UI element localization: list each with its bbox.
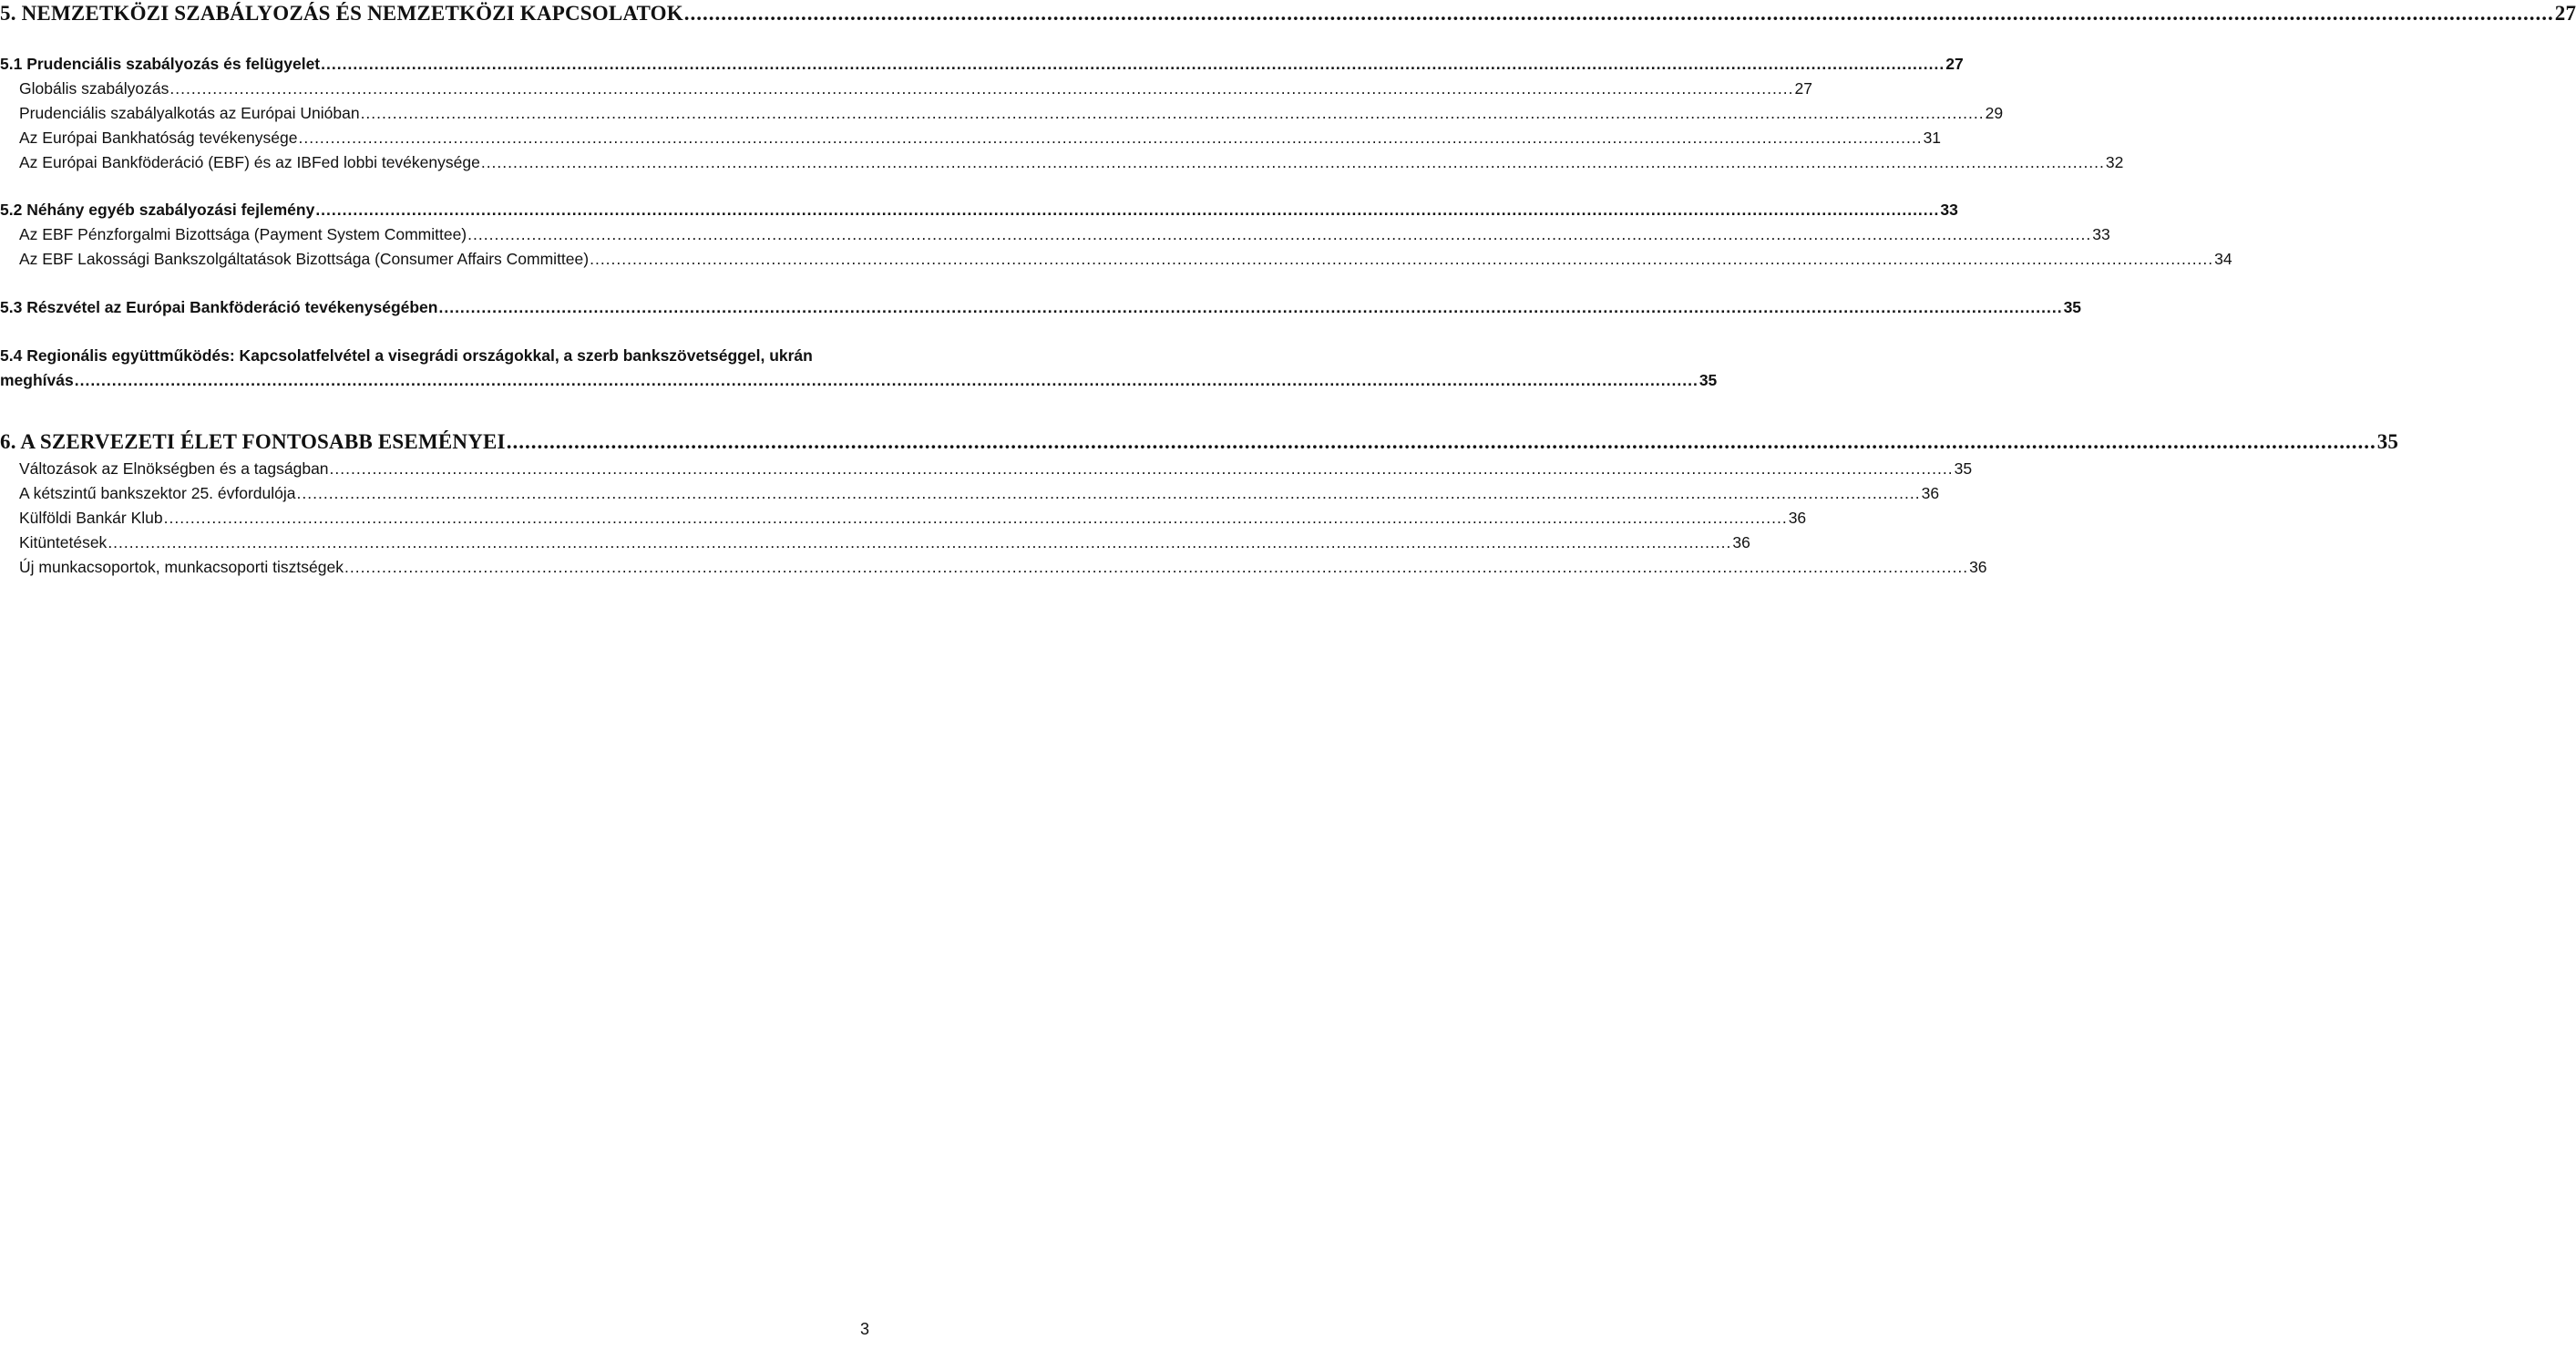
toc-leader-dots [163, 509, 1789, 528]
toc-entry-title: Változások az Elnökségben és a tagságban [19, 459, 329, 478]
toc-entry-title: Az EBF Pénzforgalmi Bizottsága (Payment System Committee) [19, 225, 467, 243]
toc-item[interactable] [0, 509, 1807, 528]
toc-section-5-4-line1[interactable] [0, 346, 873, 366]
toc-entry-title: 5. NEMZETKÖZI SZABÁLYOZÁS ÉS NEMZETKÖZI KAPCSOLATOK [0, 2, 683, 25]
toc-entry-page: 34 [2214, 250, 2232, 268]
toc-entry-page: 35 [1699, 371, 1718, 389]
toc-section-5-2[interactable] [0, 201, 1958, 220]
toc-entry-title: Külföldi Bankár Klub [19, 509, 163, 527]
toc-entry-title: Az Európai Bankföderáció (EBF) és az IBFed lobbi tevékenysége [19, 153, 480, 171]
toc-leader-dots [169, 79, 1794, 98]
toc-entry-page: 33 [1940, 201, 1958, 219]
toc-entry-page: 36 [1788, 509, 1807, 527]
toc-entry-title: Globális szabályozás [19, 79, 169, 98]
toc-leader-dots [344, 558, 1969, 577]
toc-leader-dots [480, 153, 2106, 172]
toc-leader-dots [506, 430, 2377, 454]
toc-leader-dots [589, 250, 2214, 269]
toc-item[interactable] [0, 79, 1812, 98]
toc-entry-title: Új munkacsoportok, munkacsoporti tisztségek [19, 558, 344, 576]
toc-item[interactable] [0, 153, 2124, 172]
toc-entry-title: Az EBF Lakossági Bankszolgáltatások Bizottsága (Consumer Affairs Committee) [19, 250, 590, 268]
toc-entry-page: 35 [2063, 298, 2082, 316]
toc-leader-dots [437, 298, 2063, 317]
toc-chapter-6[interactable] [0, 430, 2399, 454]
toc-entry-title: A kétszintű bankszektor 25. évfordulója [19, 484, 296, 502]
toc-entry-title: Prudenciális szabályalkotás az Európai Unióban [19, 104, 360, 122]
toc-entry-title: 5.2 Néhány egyéb szabályozási fejlemény [0, 201, 315, 219]
toc-leader-dots [314, 201, 1940, 220]
toc-section-5-1[interactable] [0, 55, 1964, 74]
toc-entry-page: 32 [2105, 153, 2124, 171]
toc-entry-title: Kitüntetések [19, 533, 108, 551]
toc-item[interactable] [0, 129, 1942, 148]
toc-item[interactable] [0, 459, 1973, 479]
toc-leader-dots [467, 225, 2092, 244]
toc-leader-dots [296, 484, 1922, 503]
toc-leader-dots [683, 2, 2555, 26]
toc-leader-dots [74, 371, 1699, 390]
toc-leader-dots [360, 104, 1986, 123]
toc-entry-page: 36 [1969, 558, 1987, 576]
toc-entry-page: 27 [2554, 2, 2576, 25]
toc-entry-page: 36 [1921, 484, 1940, 502]
toc-entry-page: 27 [1945, 55, 1964, 73]
toc-leader-dots [320, 55, 1945, 74]
toc-item[interactable] [0, 225, 2110, 244]
toc-entry-page: 35 [2376, 430, 2399, 453]
toc-item[interactable] [0, 104, 2004, 123]
toc-entry-title: Az Európai Bankhatóság tevékenysége [19, 129, 298, 147]
toc-entry-page: 27 [1794, 79, 1812, 98]
toc-item[interactable] [0, 484, 1940, 503]
page-number: 3 [859, 1320, 869, 1338]
toc-leader-dots [107, 533, 1732, 552]
toc-item[interactable] [0, 558, 1987, 577]
toc-entry-title: 6. A SZERVEZETI ÉLET FONTOSABB ESEMÉNYEI [0, 430, 506, 453]
toc-section-5-4-line2[interactable] [0, 371, 1718, 390]
toc-chapter-5[interactable] [0, 2, 2576, 26]
toc-item[interactable] [0, 250, 2232, 269]
toc-entry-page: 35 [1954, 459, 1973, 478]
toc-entry-title: 5.4 Regionális együttműködés: Kapcsolatfelvétel a visegrádi országokkal, a szerb bankszövetséggel, ukrán [0, 346, 813, 365]
toc-leader-dots [297, 129, 1923, 148]
toc-entry-title: 5.3 Részvétel az Európai Bankföderáció tevékenységében [0, 298, 438, 316]
toc-entry-page: 33 [2092, 225, 2110, 243]
toc-leader-dots [329, 459, 1955, 479]
toc-item[interactable] [0, 533, 1750, 552]
toc-entry-title: meghívás [0, 371, 74, 389]
toc-entry-title: 5.1 Prudenciális szabályozás és felügyelet [0, 55, 321, 73]
toc-entry-page: 36 [1732, 533, 1750, 551]
toc-section-5-3[interactable] [0, 298, 2082, 317]
toc-entry-page: 31 [1923, 129, 1942, 147]
toc-entry-page: 29 [1985, 104, 2004, 122]
